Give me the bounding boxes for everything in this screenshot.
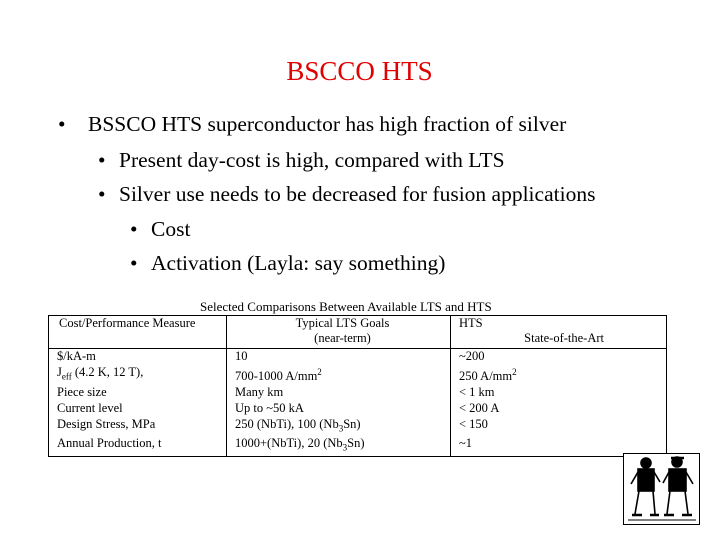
cell-measure: Current level xyxy=(49,401,227,417)
cell-hts: ~200 xyxy=(451,349,667,366)
cell-measure xyxy=(49,365,227,385)
header-lts-line1: Typical LTS Goals xyxy=(295,316,390,330)
hts-value: 250 A/mm xyxy=(459,369,513,384)
measure-subscript: eff xyxy=(61,371,72,382)
table-row xyxy=(49,365,667,385)
table-row xyxy=(49,401,667,417)
bullet-text: BSSCO HTS superconductor has high fraction of silver xyxy=(88,112,567,136)
lts-subscript: 3 xyxy=(338,423,344,433)
table-row xyxy=(49,436,667,456)
header-hts-line1: HTS xyxy=(459,316,483,330)
bullet-dot-icon: • xyxy=(58,112,66,136)
lts-superscript: 2 xyxy=(317,367,322,377)
table-row xyxy=(49,417,667,437)
cell-hts: < 200 A xyxy=(451,401,667,417)
cell-measure: Annual Production, t xyxy=(49,436,227,456)
cell-lts xyxy=(227,365,451,385)
cell-measure: Piece size xyxy=(49,385,227,401)
hts-superscript: 2 xyxy=(512,367,517,377)
header-lts xyxy=(227,316,451,349)
cell-measure: Design Stress, MPa xyxy=(49,417,227,437)
cell-hts: < 150 xyxy=(451,417,667,437)
table-header-row xyxy=(49,316,667,349)
lts-rest: Sn) xyxy=(347,436,365,450)
slide-title: BSCCO HTS xyxy=(286,56,433,86)
bullet-dot-icon: • xyxy=(98,182,106,206)
bullet-dot-icon: • xyxy=(130,217,138,241)
cell-lts: Up to ~50 kA xyxy=(227,401,451,417)
table-row xyxy=(49,385,667,401)
bullet-text: Activation (Layla: say something) xyxy=(151,251,446,275)
measure-rest: (4.2 K, 12 T), xyxy=(71,365,144,379)
lts-subscript: 3 xyxy=(342,442,348,453)
lts-value: 250 (NbTi), 100 (Nb xyxy=(235,416,339,431)
cell-hts: ~1 xyxy=(451,436,667,456)
table-row xyxy=(49,349,667,366)
bullet-item xyxy=(58,112,566,137)
lts-rest: Sn) xyxy=(343,416,361,431)
bullet-dot-icon: • xyxy=(130,251,138,275)
bullet-item xyxy=(130,217,190,242)
bullet-item xyxy=(130,251,445,276)
cell-hts: < 1 km xyxy=(451,385,667,401)
cell-lts xyxy=(227,417,451,437)
bullet-item xyxy=(98,148,505,173)
header-lts-line2: (near-term) xyxy=(314,331,371,345)
bullet-item xyxy=(98,182,595,207)
bullet-text: Present day-cost is high, compared with LTS xyxy=(119,148,505,172)
measure-symbol: J xyxy=(57,365,62,379)
header-hts-line2: State-of-the-Art xyxy=(524,331,604,345)
header-measure: Cost/Performance Measure xyxy=(49,316,227,349)
cell-lts xyxy=(227,436,451,456)
lts-value: 700-1000 A/mm xyxy=(235,369,318,384)
cell-lts: 10 xyxy=(227,349,451,366)
cell-hts xyxy=(451,365,667,385)
bullet-text: Cost xyxy=(151,217,191,241)
figures-logo-icon xyxy=(623,453,700,525)
table-caption: Selected Comparisons Between Available LTS and HTS xyxy=(200,299,492,314)
bullet-text: Silver use needs to be decreased for fusion applications xyxy=(119,182,596,206)
comparison-table xyxy=(48,315,667,457)
bullet-dot-icon: • xyxy=(98,148,106,172)
header-hts xyxy=(451,316,667,349)
cell-measure: $/kA-m xyxy=(49,349,227,366)
lts-value: 1000+(NbTi), 20 (Nb xyxy=(235,436,343,450)
cell-lts: Many km xyxy=(227,385,451,401)
figures-logo-graphic xyxy=(624,454,699,524)
